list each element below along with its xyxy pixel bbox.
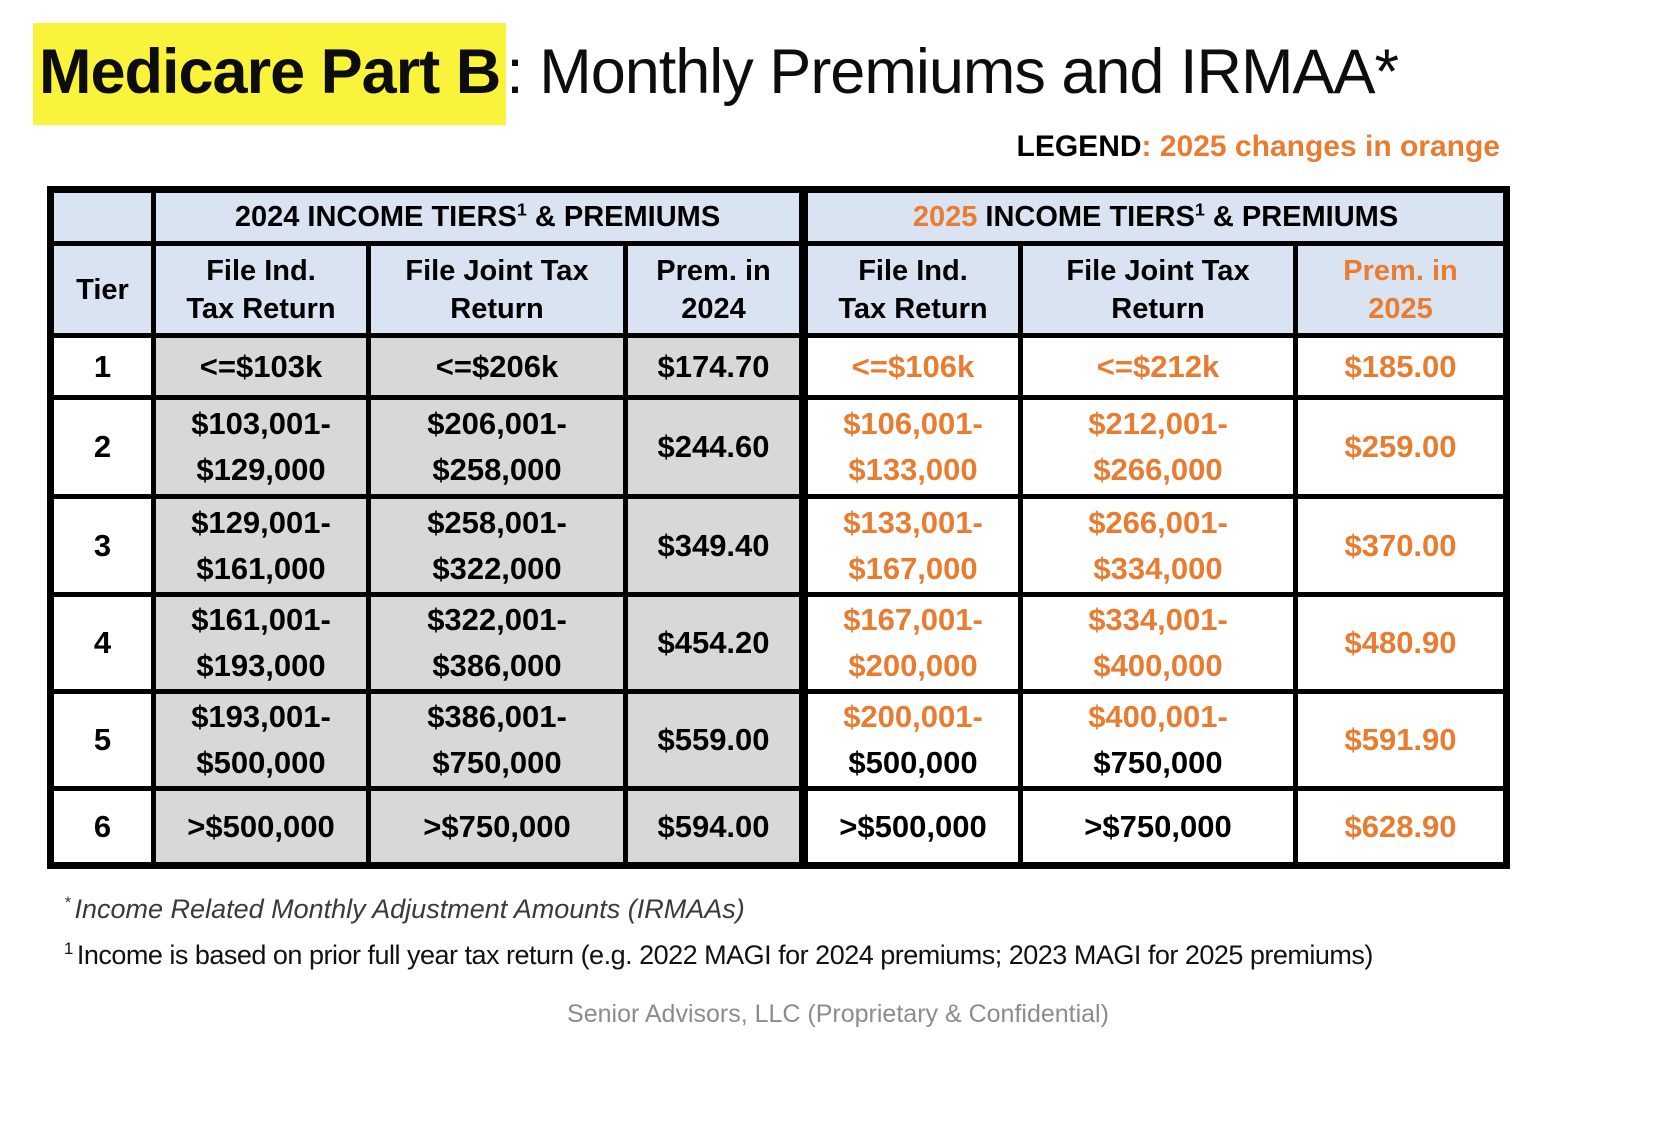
cell-joint24	[369, 336, 626, 398]
group-header-2024	[154, 190, 804, 244]
cell-text: $161,000	[196, 550, 326, 586]
cell-ind25	[804, 497, 1021, 595]
cell-prem25	[1296, 692, 1507, 789]
cell-text: $750,000	[432, 745, 562, 780]
cell-text: <=$206k	[435, 348, 559, 384]
cell-text: >$750,000	[423, 808, 571, 844]
cell-joint25	[1021, 398, 1296, 497]
cell-joint25	[1021, 336, 1296, 398]
cell-text: $334,001-	[1088, 602, 1228, 637]
cell-text: $559.00	[657, 722, 770, 757]
cell-text: <=$212k	[1096, 348, 1220, 384]
table-row	[51, 692, 1507, 789]
cell-ind25	[804, 336, 1021, 398]
column-header-text: File Joint Tax	[405, 254, 589, 287]
cell-prem24	[626, 336, 804, 398]
tier-cell: 5	[51, 692, 154, 789]
cell-joint25	[1021, 595, 1296, 692]
cell-text: $322,001-	[427, 602, 567, 637]
column-header-text: File Ind.	[858, 254, 968, 287]
cell-ind25	[804, 595, 1021, 692]
column-header-text: File Joint Tax	[1066, 254, 1250, 287]
cell-text: $133,000	[848, 452, 978, 487]
group-header-2024-year: 2024	[234, 200, 300, 233]
table-row	[51, 336, 1507, 398]
cell-text: $258,001-	[427, 504, 567, 540]
column-header-prem-2025	[1296, 244, 1507, 336]
premium-table-container	[47, 186, 1510, 869]
table-row	[51, 497, 1507, 595]
cell-text: $322,000	[432, 550, 562, 586]
table-body	[51, 336, 1507, 866]
footnote-marker: 1	[64, 939, 73, 958]
cell-text: $370.00	[1344, 527, 1457, 563]
table-row	[51, 595, 1507, 692]
table-row	[51, 789, 1507, 866]
cell-joint24	[369, 692, 626, 789]
cell-prem24	[626, 497, 804, 595]
cell-ind24	[154, 692, 369, 789]
tier-cell: 3	[51, 497, 154, 595]
footnote-marker: *	[64, 893, 71, 912]
column-header-file-ind-2025	[804, 244, 1021, 336]
group-header-2024-sup: 1	[516, 198, 527, 219]
column-header-text: Return	[450, 292, 544, 325]
blank-corner-cell	[51, 190, 154, 244]
cell-text: $386,000	[432, 648, 562, 683]
cell-text: $200,000	[848, 648, 978, 683]
footnote-text: Income Related Monthly Adjustment Amounts (IRMAAs)	[74, 894, 745, 924]
cell-text: $193,001-	[191, 699, 331, 734]
cell-text: $750,000	[1093, 745, 1223, 780]
group-header-2025-year: 2025	[912, 200, 978, 233]
cell-text: <=$103k	[199, 348, 323, 384]
cell-prem25	[1296, 398, 1507, 497]
cell-text: $161,001-	[191, 602, 331, 637]
column-header-text: 2025	[1368, 292, 1433, 325]
cell-ind25	[804, 692, 1021, 789]
footer-confidential: Senior Advisors, LLC (Proprietary & Confidential)	[567, 1000, 1109, 1028]
cell-prem24	[626, 789, 804, 866]
cell-text: $167,001-	[843, 602, 983, 637]
tier-cell: 1	[51, 336, 154, 398]
footnotes	[64, 893, 1373, 971]
cell-text: $259.00	[1344, 429, 1457, 464]
cell-text: $454.20	[657, 625, 770, 660]
column-header-text: Return	[1111, 292, 1205, 325]
cell-joint24	[369, 497, 626, 595]
cell-prem25	[1296, 336, 1507, 398]
cell-ind24	[154, 398, 369, 497]
cell-text: $258,000	[432, 452, 562, 487]
cell-text: >$500,000	[187, 808, 335, 844]
cell-text: $400,000	[1093, 648, 1223, 683]
legend	[1017, 130, 1500, 164]
column-header-text: Prem. in	[656, 254, 771, 287]
cell-prem25	[1296, 595, 1507, 692]
cell-prem24	[626, 595, 804, 692]
cell-text: $167,000	[848, 550, 978, 586]
cell-text: <=$106k	[851, 348, 975, 384]
cell-joint25	[1021, 789, 1296, 866]
title-highlighted-text: Medicare Part B	[33, 23, 506, 125]
cell-text: $334,000	[1093, 550, 1223, 586]
title-rest-text: : Monthly Premiums and IRMAA*	[506, 37, 1398, 107]
cell-text: $129,000	[196, 452, 326, 487]
cell-text: $628.90	[1344, 808, 1457, 844]
cell-text: $500,000	[196, 745, 326, 780]
group-header-2025-sup: 1	[1194, 198, 1205, 219]
cell-ind24	[154, 595, 369, 692]
cell-text: $106,001-	[843, 406, 983, 441]
column-header-file-joint-2025	[1021, 244, 1296, 336]
footnote-text: Income is based on prior full year tax return (e.g. 2022 MAGI for 2024 premiums; 2023 MAGI for 2025 premiums)	[76, 940, 1373, 970]
cell-joint25	[1021, 692, 1296, 789]
column-header-text: Tax Return	[186, 292, 336, 325]
column-header-text: Tax Return	[838, 292, 988, 325]
column-header-tier	[51, 244, 154, 336]
column-header-prem-2024	[626, 244, 804, 336]
cell-text: $266,000	[1093, 452, 1223, 487]
cell-ind24	[154, 336, 369, 398]
group-header-2025	[804, 190, 1507, 244]
group-header-2025-tail: & PREMIUMS	[1204, 200, 1399, 233]
cell-text: $200,001-	[843, 699, 983, 734]
cell-text: $212,001-	[1088, 406, 1228, 441]
cell-text: $500,000	[848, 745, 978, 780]
tier-cell: 2	[51, 398, 154, 497]
cell-text: $133,001-	[843, 504, 983, 540]
cell-ind25	[804, 398, 1021, 497]
cell-joint24	[369, 789, 626, 866]
cell-ind24	[154, 497, 369, 595]
column-header-file-ind-2024	[154, 244, 369, 336]
legend-label: LEGEND	[1016, 130, 1142, 163]
cell-text: $129,001-	[191, 504, 331, 540]
cell-prem24	[626, 398, 804, 497]
cell-ind24	[154, 789, 369, 866]
legend-orange-note: : 2025 changes in orange	[1141, 130, 1500, 163]
cell-text: $193,000	[196, 648, 326, 683]
cell-text: >$750,000	[1084, 808, 1232, 844]
cell-text: $185.00	[1344, 348, 1457, 384]
column-header-text: 2024	[681, 292, 746, 325]
column-header-row	[51, 244, 1507, 336]
cell-text: $386,001-	[427, 699, 567, 734]
page-title	[33, 36, 1656, 108]
medicare-premium-table	[47, 186, 1510, 869]
group-header-row	[51, 190, 1507, 244]
column-header-text: Tier	[76, 273, 129, 306]
table-row	[51, 398, 1507, 497]
column-header-file-joint-2024	[369, 244, 626, 336]
cell-text: $480.90	[1344, 625, 1457, 660]
cell-text: $103,001-	[191, 406, 331, 441]
cell-ind25	[804, 789, 1021, 866]
group-header-2025-text: INCOME TIERS	[977, 200, 1195, 233]
cell-text: $594.00	[657, 808, 770, 844]
cell-text: $266,001-	[1088, 504, 1228, 540]
footnote-magi	[64, 939, 1373, 971]
tier-cell: 4	[51, 595, 154, 692]
cell-text: $206,001-	[427, 406, 567, 441]
cell-prem25	[1296, 497, 1507, 595]
cell-prem25	[1296, 789, 1507, 866]
column-header-text: File Ind.	[206, 254, 316, 287]
cell-joint25	[1021, 497, 1296, 595]
cell-joint24	[369, 595, 626, 692]
footnote-irmaa	[64, 893, 1373, 925]
cell-text: $174.70	[657, 348, 770, 384]
cell-text: >$500,000	[839, 808, 987, 844]
cell-text: $591.90	[1344, 722, 1457, 757]
group-header-2024-tail: & PREMIUMS	[526, 200, 721, 233]
tier-cell: 6	[51, 789, 154, 866]
cell-joint24	[369, 398, 626, 497]
column-header-text: Prem. in	[1343, 254, 1458, 287]
cell-prem24	[626, 692, 804, 789]
cell-text: $400,001-	[1088, 699, 1228, 734]
group-header-2024-text: INCOME TIERS	[299, 200, 517, 233]
cell-text: $244.60	[657, 429, 770, 464]
cell-text: $349.40	[657, 527, 770, 563]
